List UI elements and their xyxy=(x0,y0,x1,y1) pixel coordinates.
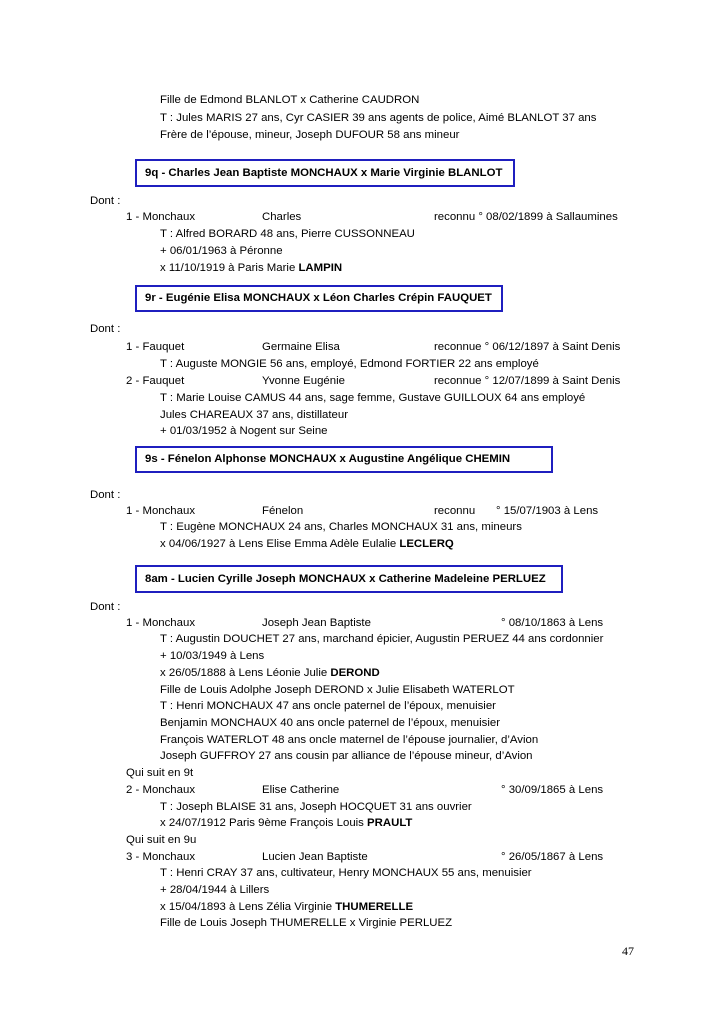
intro-line-3: Frère de l’épouse, mineur, Joseph DUFOUR 58 ans mineur xyxy=(160,129,460,141)
detail-line xyxy=(160,666,380,680)
detail-line: T : Joseph BLAISE 31 ans, Joseph HOCQUET 31 ans ouvrier xyxy=(160,801,472,813)
page-number: 47 xyxy=(622,944,634,958)
spouse-surname: LECLERQ xyxy=(399,538,454,550)
dont-label-9r: Dont : xyxy=(90,323,121,335)
detail-line xyxy=(160,261,342,275)
child-name: Fénelon xyxy=(262,505,304,517)
marriage-text: x 04/06/1927 à Lens Elise Emma Adèle Eulalie xyxy=(160,538,400,550)
detail-line xyxy=(160,900,413,914)
child-event: ° 26/05/1867 à Lens xyxy=(501,851,604,863)
marriage-text: x 26/05/1888 à Lens Léonie Julie xyxy=(160,667,331,679)
detail-line: T : Marie Louise CAMUS 44 ans, sage femme, Gustave GUILLOUX 64 ans employé xyxy=(160,392,586,404)
child-event: reconnue ° 06/12/1897 à Saint Denis xyxy=(434,341,621,353)
detail-line: T : Auguste MONGIE 56 ans, employé, Edmond FORTIER 22 ans employé xyxy=(160,358,539,370)
spouse-surname: LAMPIN xyxy=(298,262,343,274)
section-title-9q: 9q - Charles Jean Baptiste MONCHAUX x Marie Virginie BLANLOT xyxy=(135,159,515,187)
child-row-8am-3 xyxy=(126,850,646,864)
child-name: Charles xyxy=(262,211,302,223)
child-number: 1 - Monchaux xyxy=(126,505,196,517)
spouse-surname: THUMERELLE xyxy=(335,901,414,913)
detail-line: + 01/03/1952 à Nogent sur Seine xyxy=(160,425,328,437)
detail-line: Jules CHAREAUX 37 ans, distillateur xyxy=(160,409,349,421)
child-row-8am-2 xyxy=(126,783,646,797)
child-event-label: reconnu xyxy=(434,505,476,517)
child-event: ° 15/07/1903 à Lens xyxy=(496,505,599,517)
follow-note: Qui suit en 9t xyxy=(126,767,194,779)
section-title-8am: 8am - Lucien Cyrille Joseph MONCHAUX x Catherine Madeleine PERLUEZ xyxy=(135,565,563,593)
detail-line: T : Augustin DOUCHET 27 ans, marchand épicier, Augustin PERUEZ 44 ans cordonnier xyxy=(160,633,604,645)
intro-line-1: Fille de Edmond BLANLOT x Catherine CAUDRON xyxy=(160,94,420,106)
child-name: Lucien Jean Baptiste xyxy=(262,851,368,863)
detail-line: T : Eugène MONCHAUX 24 ans, Charles MONCHAUX 31 ans, mineurs xyxy=(160,521,522,533)
detail-line xyxy=(160,816,412,830)
child-name: Elise Catherine xyxy=(262,784,340,796)
child-event: ° 30/09/1865 à Lens xyxy=(501,784,604,796)
marriage-text: x 24/07/1912 Paris 9ème François Louis xyxy=(160,817,368,829)
child-row-9r-2 xyxy=(126,374,646,388)
child-row-9s-1 xyxy=(126,504,646,518)
child-number: 3 - Monchaux xyxy=(126,851,196,863)
detail-line: + 10/03/1949 à Lens xyxy=(160,650,265,662)
section-title-9s: 9s - Fénelon Alphonse MONCHAUX x Augustine Angélique CHEMIN xyxy=(135,446,553,473)
detail-line: Fille de Louis Joseph THUMERELLE x Virginie PERLUEZ xyxy=(160,917,453,929)
detail-line: T : Alfred BORARD 48 ans, Pierre CUSSONNEAU xyxy=(160,228,415,240)
marriage-text: x 15/04/1893 à Lens Zélia Virginie xyxy=(160,901,336,913)
dont-label-9s: Dont : xyxy=(90,489,121,501)
child-name: Yvonne Eugénie xyxy=(262,375,345,387)
detail-line: François WATERLOT 48 ans oncle maternel de l’épouse journalier, d’Avion xyxy=(160,734,539,746)
detail-line xyxy=(160,537,454,551)
child-number: 1 - Fauquet xyxy=(126,341,185,353)
child-name: Germaine Elisa xyxy=(262,341,340,353)
section-title-9r: 9r - Eugénie Elisa MONCHAUX x Léon Charles Crépin FAUQUET xyxy=(135,285,503,312)
detail-line: T : Henri CRAY 37 ans, cultivateur, Henry MONCHAUX 55 ans, menuisier xyxy=(160,867,532,879)
detail-line: Joseph GUFFROY 27 ans cousin par alliance de l’épouse mineur, d’Avion xyxy=(160,750,533,762)
child-number: 1 - Monchaux xyxy=(126,211,196,223)
spouse-surname: DEROND xyxy=(330,667,380,679)
child-row-8am-1 xyxy=(126,616,646,630)
marriage-text: x 11/10/1919 à Paris Marie xyxy=(160,262,299,274)
child-number: 2 - Fauquet xyxy=(126,375,185,387)
child-event: reconnue ° 12/07/1899 à Saint Denis xyxy=(434,375,621,387)
child-name: Joseph Jean Baptiste xyxy=(262,617,371,629)
detail-line: Benjamin MONCHAUX 40 ans oncle paternel de l’époux, menuisier xyxy=(160,717,500,729)
detail-line: T : Henri MONCHAUX 47 ans oncle paternel de l’époux, menuisier xyxy=(160,700,496,712)
detail-line: + 06/01/1963 à Péronne xyxy=(160,245,283,257)
child-number: 1 - Monchaux xyxy=(126,617,196,629)
follow-note: Qui suit en 9u xyxy=(126,834,197,846)
dont-label-8am: Dont : xyxy=(90,601,121,613)
child-number: 2 - Monchaux xyxy=(126,784,196,796)
child-event: ° 08/10/1863 à Lens xyxy=(501,617,604,629)
spouse-surname: PRAULT xyxy=(367,817,413,829)
child-row-9r-1 xyxy=(126,340,646,354)
detail-line: Fille de Louis Adolphe Joseph DEROND x Julie Elisabeth WATERLOT xyxy=(160,684,515,696)
child-event: reconnu ° 08/02/1899 à Sallaumines xyxy=(434,211,618,223)
detail-line: + 28/04/1944 à Lillers xyxy=(160,884,270,896)
intro-line-2: T : Jules MARIS 27 ans, Cyr CASIER 39 ans agents de police, Aimé BLANLOT 37 ans xyxy=(160,112,597,124)
dont-label-9q: Dont : xyxy=(90,195,121,207)
child-row-9q-1 xyxy=(126,210,646,224)
